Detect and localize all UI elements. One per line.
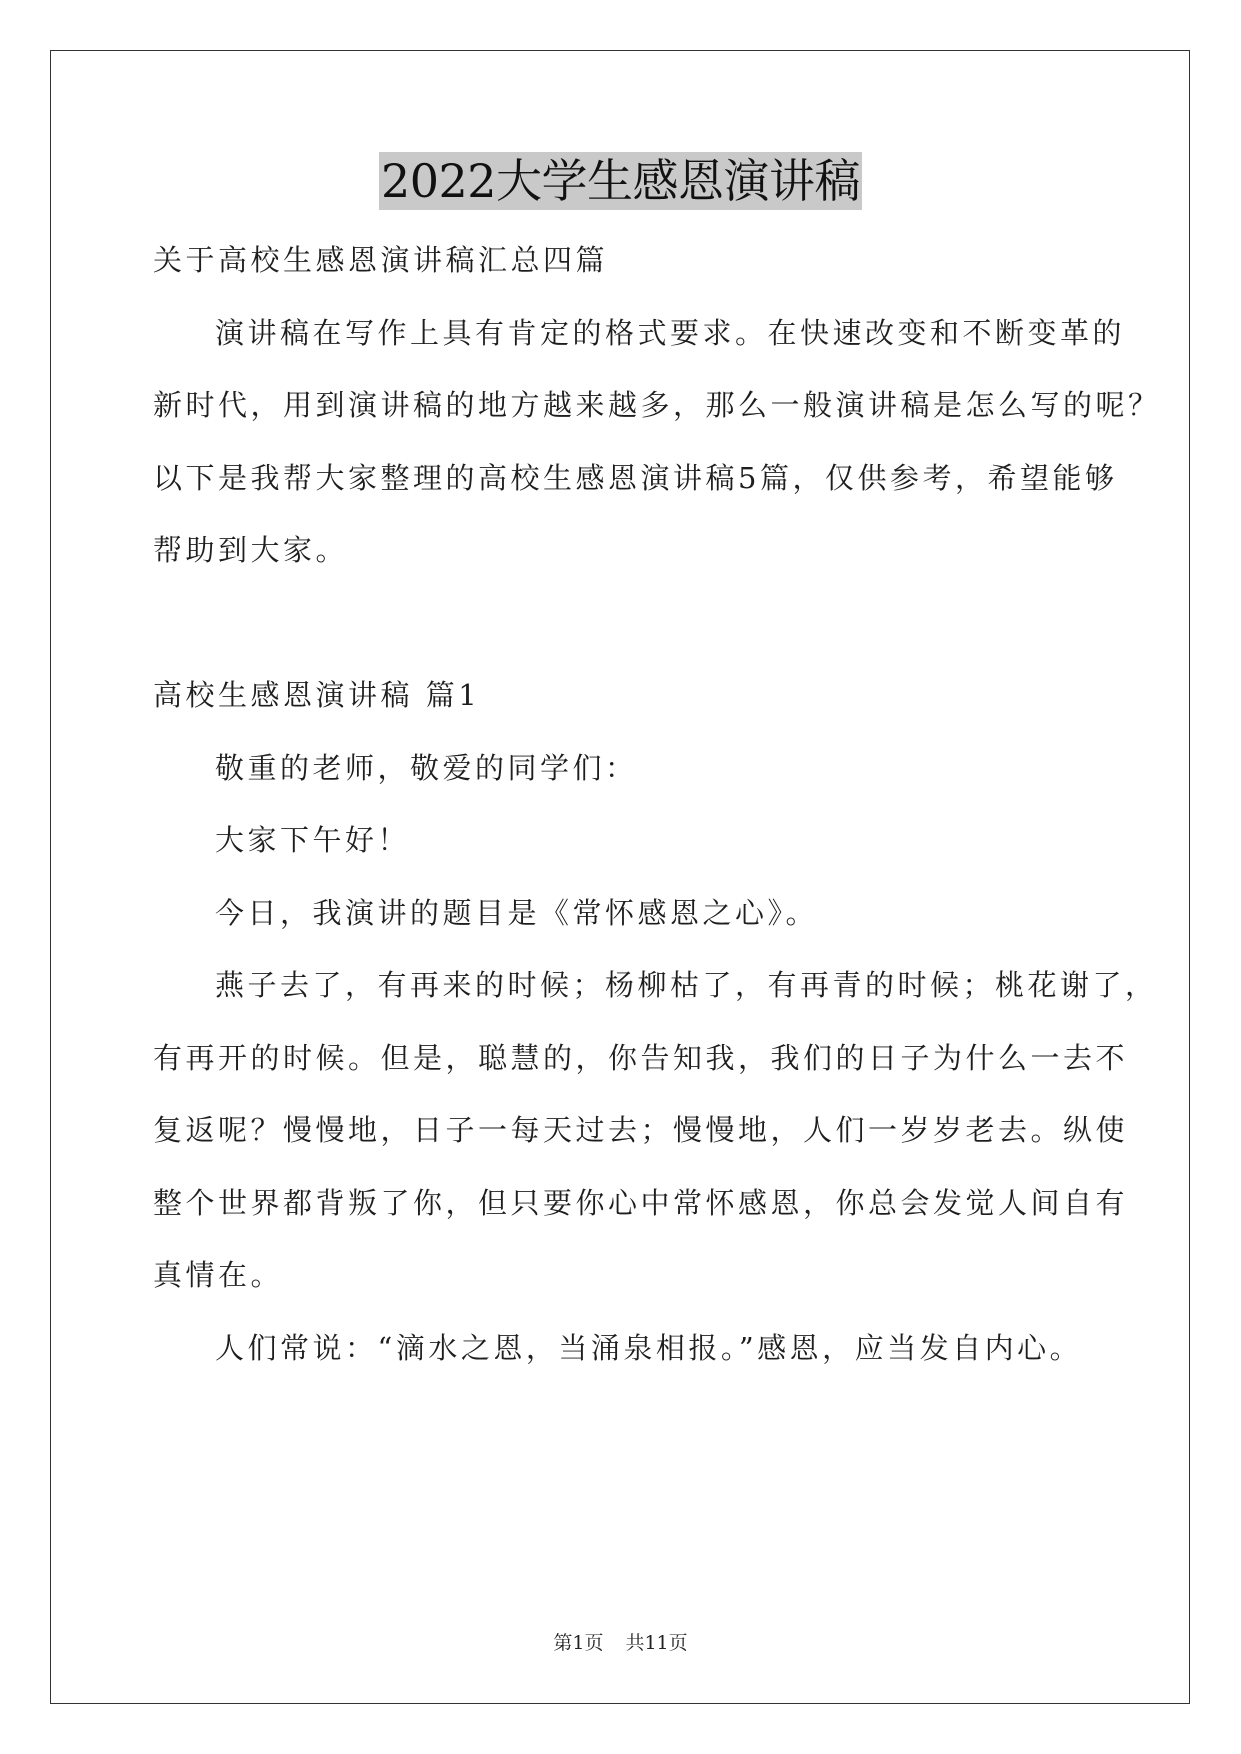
page-total: 共11页	[625, 1632, 688, 1654]
document-title: 2022大学生感恩演讲稿	[380, 154, 861, 208]
body-line-6: 人们常说：“滴水之恩，当涌泉相报。”感恩，应当发自内心。	[215, 1331, 1083, 1365]
topic-line: 今日，我演讲的题目是《常怀感恩之心》。	[215, 896, 819, 930]
intro-line-3: 以下是我帮大家整理的高校生感恩演讲稿5篇，仅供参考，希望能够	[153, 461, 1118, 495]
page-border	[50, 50, 1190, 1704]
subtitle: 关于高校生感恩演讲稿汇总四篇	[153, 243, 609, 277]
intro-line-2: 新时代，用到演讲稿的地方越来越多，那么一般演讲稿是怎么写的呢？	[153, 388, 1161, 422]
page-number: 第1页	[553, 1632, 604, 1654]
body-line-1: 燕子去了，有再来的时候；杨柳枯了，有再青的时候；桃花谢了，	[215, 968, 1158, 1002]
intro-line-4: 帮助到大家。	[153, 533, 349, 567]
greeting: 大家下午好！	[215, 823, 411, 857]
salutation: 敬重的老师，敬爱的同学们：	[215, 751, 638, 785]
title-container	[0, 152, 1241, 210]
body-line-2: 有再开的时候。但是，聪慧的，你告知我，我们的日子为什么一去不	[153, 1041, 1129, 1075]
intro-line-1: 演讲稿在写作上具有肯定的格式要求。在快速改变和不断变革的	[215, 316, 1126, 350]
page-footer	[0, 1630, 1241, 1656]
section-heading: 高校生感恩演讲稿 篇1	[153, 678, 481, 712]
body-line-4: 整个世界都背叛了你，但只要你心中常怀感恩，你总会发觉人间自有	[153, 1186, 1129, 1220]
body-line-5: 真情在。	[153, 1258, 284, 1292]
body-line-3: 复返呢？慢慢地，日子一每天过去；慢慢地，人们一岁岁老去。纵使	[153, 1113, 1129, 1147]
